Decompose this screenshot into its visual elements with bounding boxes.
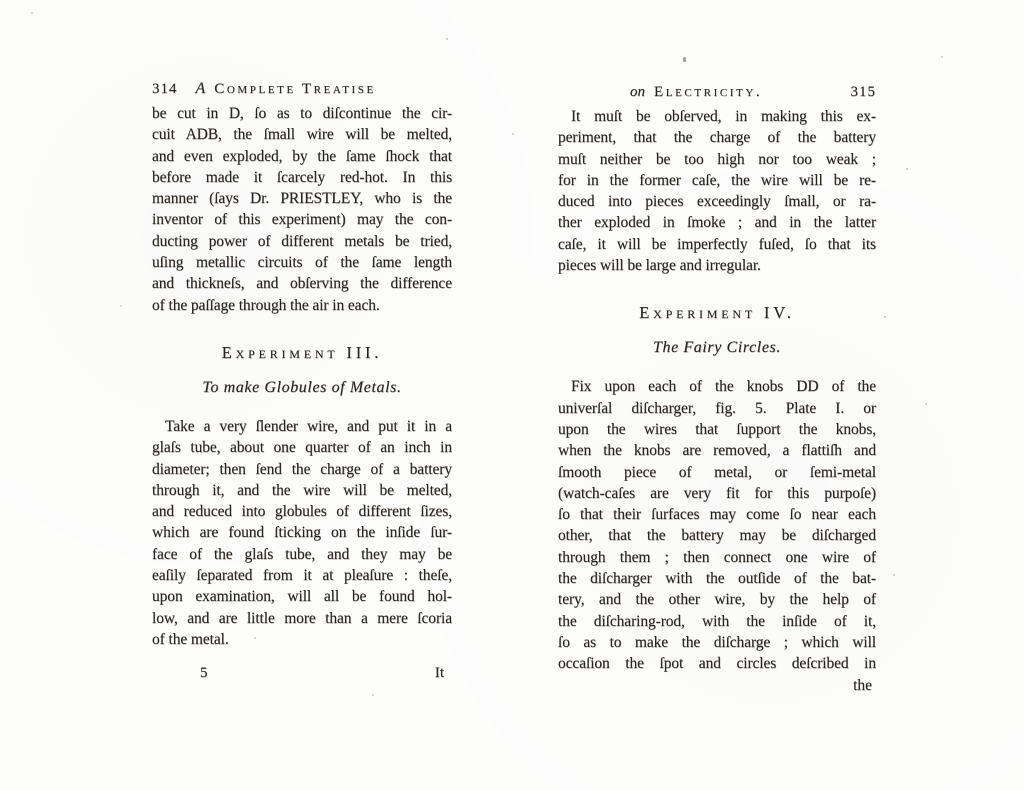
page-number: 315 (850, 84, 876, 100)
experiment-subtitle: The Fairy Circles. (653, 339, 781, 357)
text-line: and even exploded, by the ſame ſhock that (152, 147, 452, 165)
text-line: face of the glaſs tube, and they may be (152, 545, 452, 563)
text-line: Take a very ſlender wire, and put it in a (165, 417, 452, 435)
scan-speck (120, 305, 122, 307)
page-foot (152, 665, 452, 682)
text-line: muſt neither be too high nor too weak ; (558, 150, 876, 168)
scan-speck (372, 694, 374, 696)
scan-speck (941, 56, 943, 58)
catchword: It (434, 665, 444, 682)
text-line: uſing metallic circuits of the ſame length (152, 254, 452, 272)
text-line: and reduced into globules of different ſizes, (152, 503, 452, 521)
text-line: inventor of this experiment) may the con- (152, 211, 452, 229)
text-line: ſo as to make the diſcharge ; which will (558, 633, 876, 651)
text-line: and thickneſs, and obſerving the difference (152, 275, 452, 293)
running-head-lead: A (195, 80, 206, 97)
paragraph-continued (152, 103, 452, 316)
text-line: through them ; then connect one wire of (558, 548, 876, 566)
scan-speck (683, 57, 686, 62)
text-line: glaſs tube, about one quarter of an inch in (152, 439, 452, 457)
experiment-subtitle: To make Globules of Metals. (202, 378, 402, 396)
text-line: through it, and the wire will be melted, (152, 481, 452, 499)
text-line: (watch-caſes are very fit for this purpoſe) (558, 484, 876, 502)
left-page (152, 80, 452, 682)
scan-speck (906, 168, 908, 170)
scan-speck (925, 403, 927, 405)
signature-mark: 5 (200, 665, 208, 682)
text-line: occaſion the ſpot and circles deſcribed in (558, 655, 876, 673)
text-line: tery, and the other wire, by the help of (558, 591, 876, 609)
text-line: It muſt be obſerved, in making this ex- (571, 108, 876, 125)
text-line: the diſcharger with the outſide of the bat- (558, 570, 876, 588)
page-number: 314 (152, 81, 178, 97)
right-running-head (558, 84, 876, 101)
right-page (558, 84, 876, 696)
page-foot (558, 675, 876, 696)
text-line: ſmooth piece of metal, or ſemi-metal (558, 463, 876, 481)
text-line: other, that the battery may be diſcharged (558, 527, 876, 545)
text-line: upon examination, will all be found hol- (152, 588, 452, 606)
text-line: when the knobs are removed, a flattiſh and (558, 442, 876, 460)
paragraph-body (152, 416, 452, 650)
text-line: the diſcharing-rod, with the inſide of it, (558, 612, 876, 630)
text-line: diameter; then ſend the charge of a battery (152, 460, 452, 478)
text-line: periment, that the charge of the battery (558, 129, 876, 147)
text-line: manner (ſays Dr. PRIESTLEY, who is the (152, 190, 452, 208)
scan-speck (31, 12, 33, 14)
text-line: caſe, it will be imperfectly fuſed, ſo that its (558, 235, 876, 253)
paragraph-body (558, 106, 876, 276)
running-head-title: Complete Treatise (214, 81, 376, 97)
text-line: cuit ADB, the ſmall wire will be melted, (152, 126, 452, 144)
catchword: the (853, 676, 872, 694)
text-line: of the paſſage through the air in each. (152, 296, 380, 314)
text-line: for in the former caſe, the wire will be re- (558, 171, 876, 189)
text-line: eaſily ſeparated from it at pleaſure : theſe, (152, 567, 452, 585)
left-running-head (152, 80, 452, 98)
text-line: low, and are little more than a mere ſcoria (152, 609, 452, 627)
text-line: ſo that their ſurfaces may come ſo near each (558, 506, 876, 524)
text-line: which are found ſticking on the inſide ſur- (152, 524, 452, 542)
scan-speck (893, 574, 895, 576)
text-line: Fix upon each of the knobs DD of the (571, 378, 876, 396)
text-line: ducting power of different metals be tried, (152, 232, 452, 250)
text-line: before made it ſcarcely red-hot. In this (152, 168, 452, 186)
running-head-title: Electricity. (654, 84, 763, 100)
text-line: of the metal. (152, 630, 229, 648)
experiment-heading: Experiment IV. (639, 303, 795, 323)
text-line: pieces will be large and irregular. (558, 257, 761, 275)
scan-speck (446, 38, 448, 40)
text-line: ther exploded in ſmoke ; and in the latter (558, 214, 876, 232)
running-head-lead: on (630, 84, 645, 100)
text-line: duced into pieces exceedingly ſmall, or ra- (558, 193, 876, 211)
text-line: be cut in D, ſo as to diſcontinue the cir- (152, 105, 452, 122)
text-line: upon the wires that ſupport the knobs, (558, 420, 876, 438)
scan-speck (512, 133, 514, 135)
scan-speck (254, 637, 256, 639)
scan-speck (884, 316, 886, 318)
text-line: univerſal diſcharger, fig. 5. Plate I. or (558, 399, 876, 417)
paragraph-body (558, 376, 876, 674)
experiment-heading: Experiment III. (221, 342, 383, 362)
